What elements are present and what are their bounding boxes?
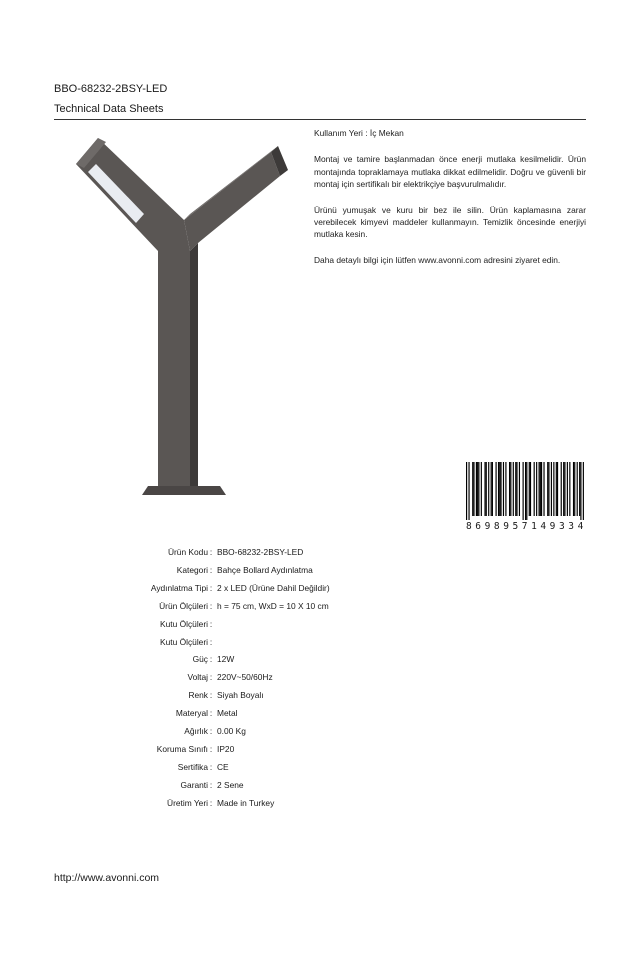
safety-paragraph: Montaj ve tamire başlanmadan önce enerji mutlaka kesilmelidir. Ürün montajında topraklamaya mutlaka dikkat edilmelidir. Doğru ve güvenli bir montaj için sertifikalı bir elektrikçiye başvurulmalıdır. xyxy=(314,154,586,190)
barcode-bars xyxy=(466,462,584,520)
barcode-digit: 8 xyxy=(493,521,501,532)
spec-colon: : xyxy=(209,708,213,719)
more-info-paragraph: Daha detaylı bilgi için lütfen www.avonni.com adresini ziyaret edin. xyxy=(314,254,561,265)
spec-label: Kutu Ölçüleri xyxy=(160,636,208,647)
product-base-plate xyxy=(142,486,226,495)
barcode-digit: 3 xyxy=(558,521,566,532)
spec-label: Renk xyxy=(188,690,208,701)
spec-row xyxy=(54,706,237,720)
spec-colon: : xyxy=(209,618,213,629)
spec-row xyxy=(54,545,303,559)
spec-row xyxy=(54,563,313,577)
header-divider xyxy=(54,119,586,120)
spec-row xyxy=(54,688,264,702)
product-image xyxy=(66,134,298,502)
spec-value xyxy=(214,617,217,631)
barcode-digit: 4 xyxy=(540,521,547,532)
spec-label: Ürün Ölçüleri xyxy=(159,600,208,611)
spec-colon: : xyxy=(209,726,213,736)
product-right-arm xyxy=(184,152,280,251)
spec-colon: : xyxy=(209,654,213,665)
spec-label: Aydınlatma Tipi xyxy=(150,582,208,593)
barcode-digit: 1 xyxy=(531,521,538,532)
header-product-code: BBO-68232-2BSY-LED xyxy=(54,83,168,95)
spec-row xyxy=(54,760,229,774)
spec-value: 220V~50/60Hz xyxy=(217,672,273,683)
spec-row xyxy=(54,581,330,595)
spec-colon: : xyxy=(209,564,213,575)
spec-row xyxy=(54,724,246,738)
spec-value: CE xyxy=(217,761,229,772)
spec-colon: : xyxy=(209,547,213,557)
cleaning-paragraph: Ürünü yumuşak ve kuru bir bez ile silin. Ürün kaplamasına zarar verebilecek kimyevi maddeler kullanmayın. Temizlik öncesinde enerjiyi mutlaka kesin. xyxy=(314,204,586,240)
spec-label: Koruma Sınıfı xyxy=(156,743,208,754)
footer-url[interactable]: http://www.avonni.com xyxy=(54,872,160,884)
spec-value: Metal xyxy=(217,708,238,719)
spec-label: Güç xyxy=(192,654,208,665)
spec-label: Ağırlık xyxy=(184,726,208,736)
spec-colon: : xyxy=(209,600,213,611)
product-post xyxy=(158,251,190,486)
barcode-digit: 8 xyxy=(466,521,473,532)
barcode-digit: 9 xyxy=(549,521,556,532)
barcode xyxy=(466,462,584,534)
spec-value xyxy=(214,635,217,649)
spec-row xyxy=(54,778,244,792)
barcode-digit: 9 xyxy=(484,521,491,532)
spec-label: Üretim Yeri xyxy=(167,797,208,808)
spec-label: Sertifika xyxy=(177,761,208,772)
spec-row xyxy=(54,742,234,756)
spec-value: 2 Sene xyxy=(217,779,244,790)
spec-colon: : xyxy=(209,690,213,701)
spec-value: 2 x LED (Ürüne Dahil Değildir) xyxy=(217,582,330,593)
info-panel xyxy=(314,127,586,266)
spec-row xyxy=(54,796,274,810)
header-subtitle: Technical Data Sheets xyxy=(54,103,164,115)
spec-colon: : xyxy=(209,672,213,683)
spec-colon: : xyxy=(209,761,213,772)
spec-colon: : xyxy=(209,636,213,647)
spec-value: 0.00 Kg xyxy=(217,726,246,736)
spec-row xyxy=(54,652,234,666)
spec-row xyxy=(54,599,329,613)
spec-colon: : xyxy=(209,797,213,808)
spec-value: h = 75 cm, WxD = 10 X 10 cm xyxy=(217,600,329,611)
barcode-digit: 5 xyxy=(512,521,519,532)
spec-label: Voltaj xyxy=(187,672,208,683)
product-post-side xyxy=(190,243,198,486)
usage-text: Kullanım Yeri : İç Mekan xyxy=(314,128,404,138)
spec-row xyxy=(54,635,217,649)
spec-value: Bahçe Bollard Aydınlatma xyxy=(217,564,313,575)
spec-value: Made in Turkey xyxy=(217,797,275,808)
spec-value: 12W xyxy=(217,654,235,665)
spec-label: Kategori xyxy=(176,564,208,575)
spec-label: Garanti xyxy=(180,779,208,790)
spec-label: Kutu Ölçüleri xyxy=(160,618,208,629)
spec-colon: : xyxy=(209,743,213,754)
barcode-digit: 9 xyxy=(503,521,510,532)
spec-colon: : xyxy=(209,779,213,790)
spec-row xyxy=(54,670,273,684)
spec-label: Materyal xyxy=(175,708,208,719)
spec-value: Siyah Boyalı xyxy=(217,690,264,701)
spec-value: IP20 xyxy=(217,743,235,754)
barcode-digit: 3 xyxy=(568,521,575,532)
barcode-digit: 6 xyxy=(475,521,482,532)
spec-colon: : xyxy=(209,582,213,593)
spec-label: Ürün Kodu xyxy=(167,547,208,557)
spec-row xyxy=(54,617,217,631)
barcode-digits xyxy=(466,521,584,532)
barcode-digit: 7 xyxy=(521,521,529,532)
spec-value: BBO-68232-2BSY-LED xyxy=(217,547,304,557)
barcode-digit: 4 xyxy=(577,521,584,532)
